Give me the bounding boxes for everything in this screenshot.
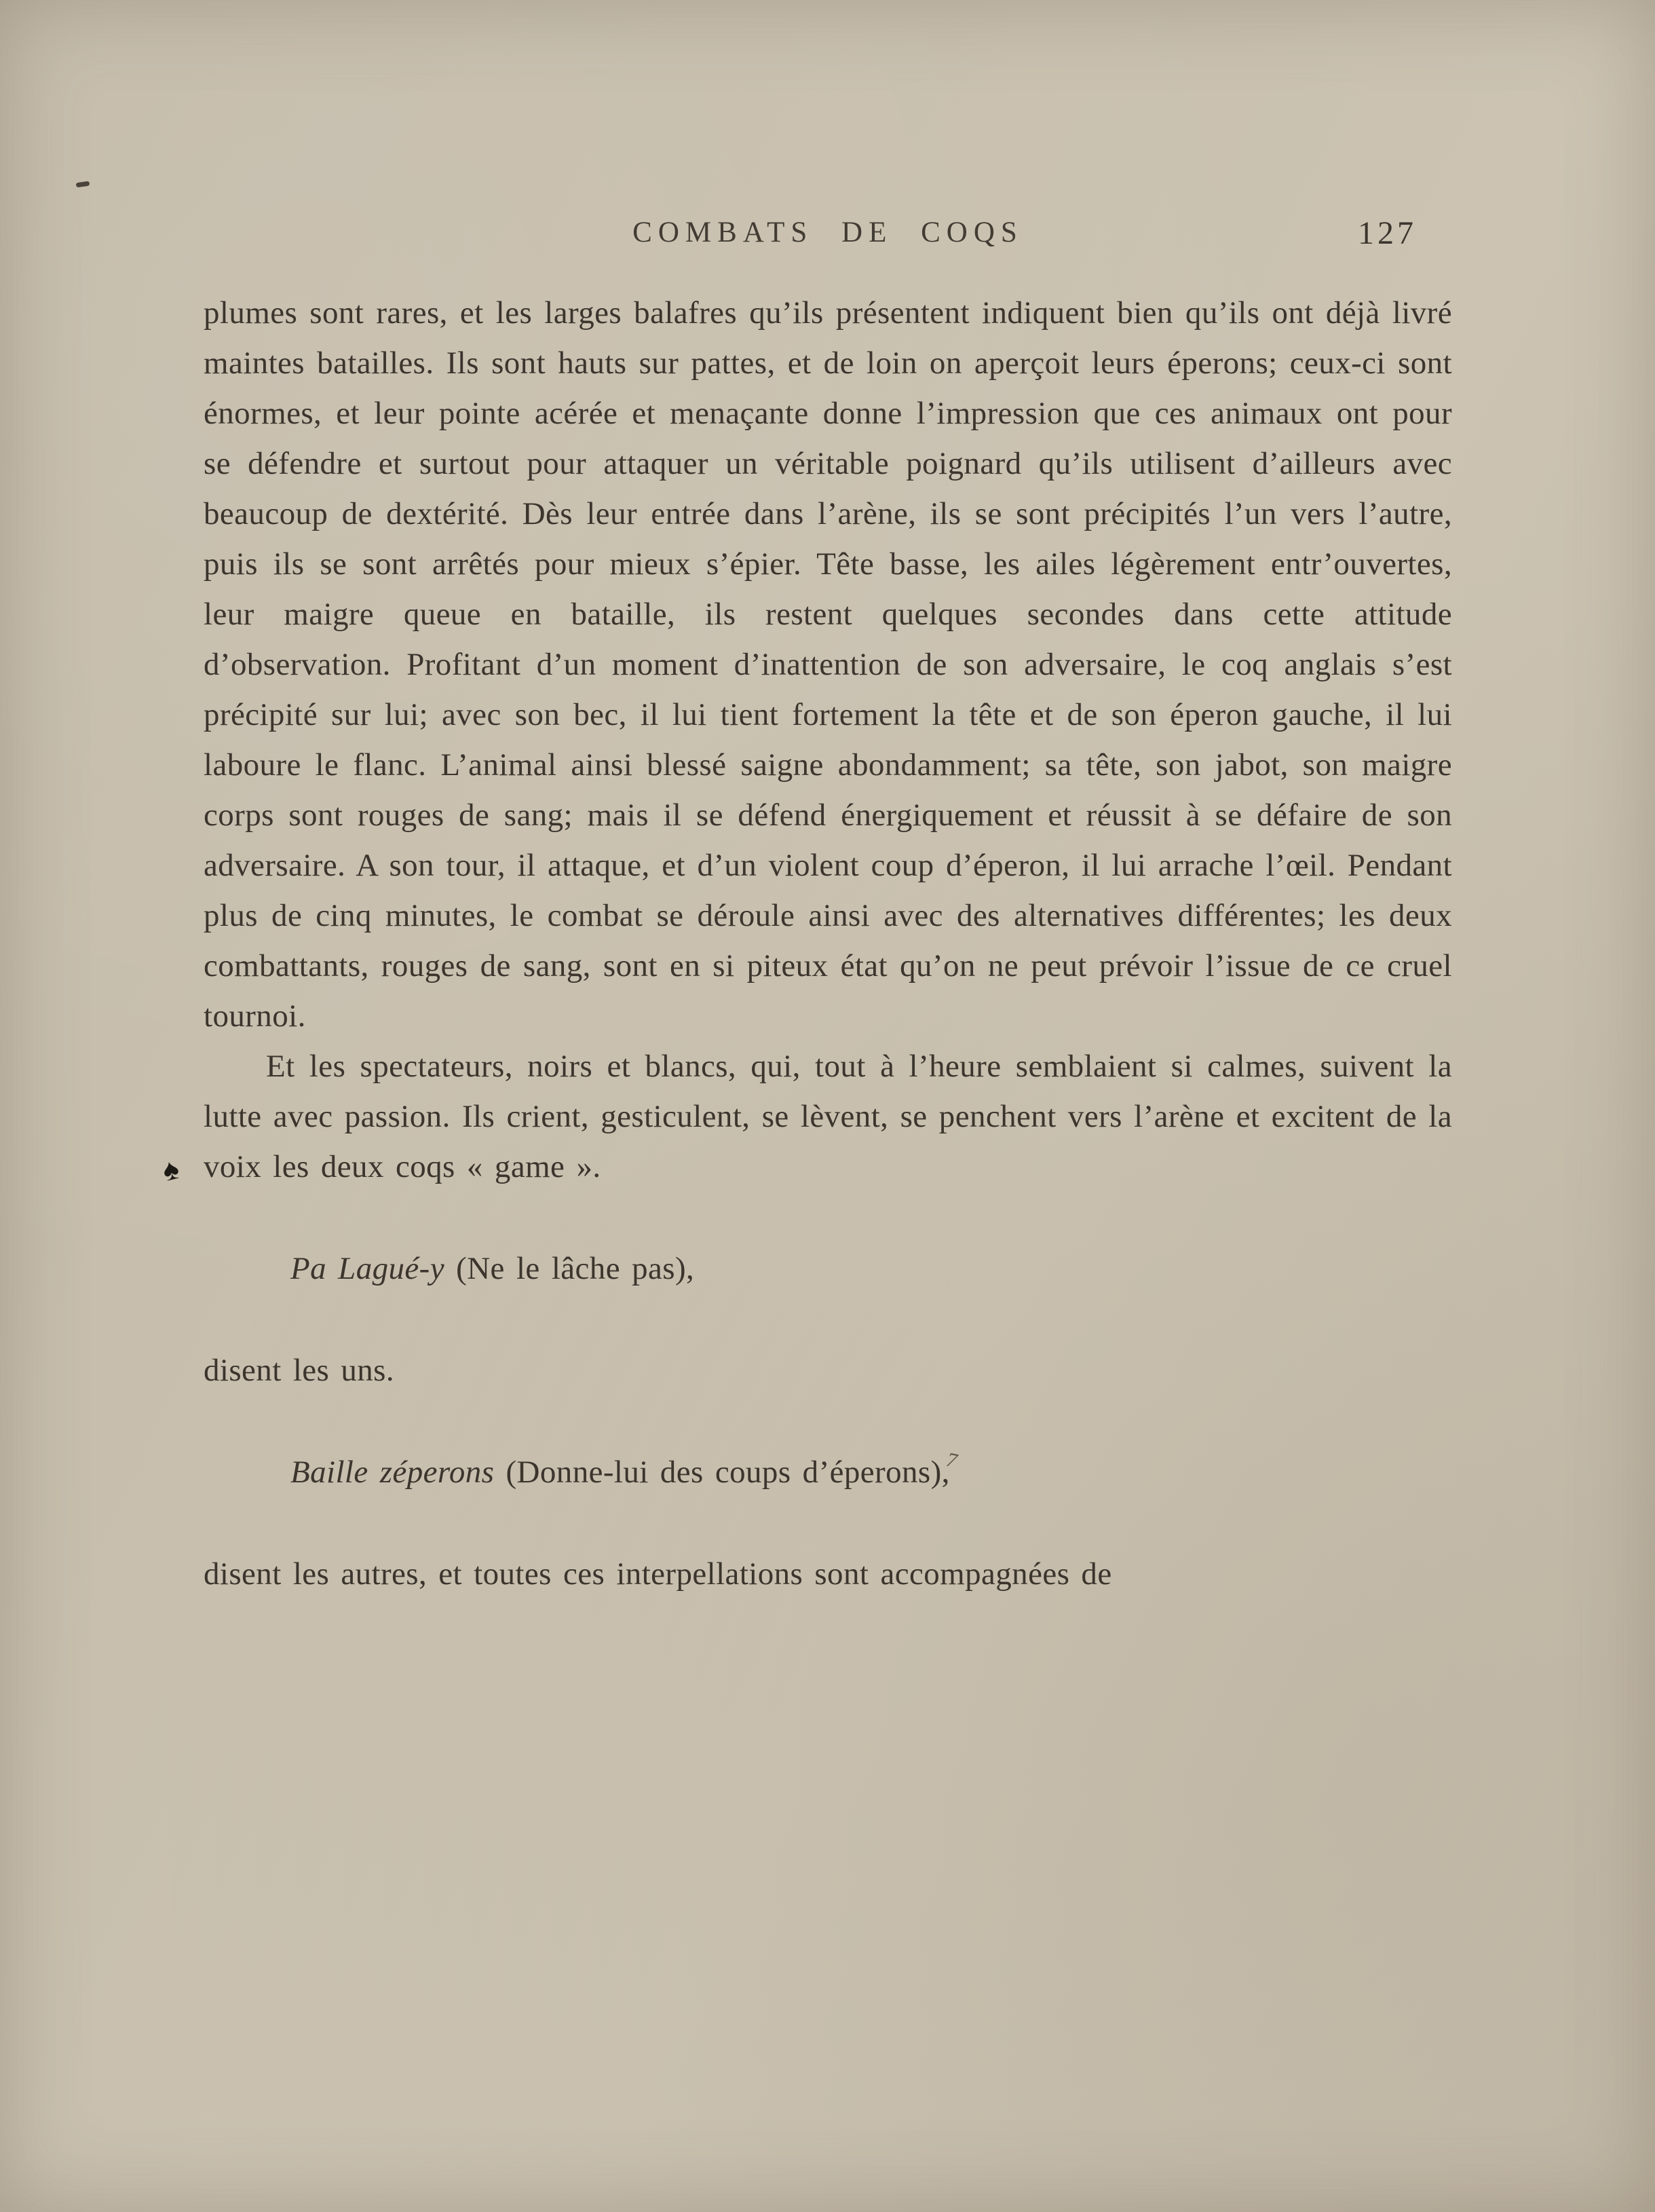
creole-quote-2 <box>290 1447 1452 1497</box>
text-block <box>204 288 1452 1599</box>
page-header <box>204 216 1452 263</box>
paragraph-1: plumes sont rares, et les larges balafres qu’ils présentent indiquent bien qu’ils ont déjà livré maintes batailles. Ils sont hauts sur pattes, et de loin on aperçoit leurs éperons; ceux-ci sont énormes, et leur pointe acérée et menaçante donne l’impression que ces animaux ont pour se défendre et surtout pour attaquer un véritable poignard qu’ils utilisent d’ailleurs avec beaucoup de dextérité. Dès leur entrée dans l’arène, ils se sont précipités l’un vers l’autre, puis ils se sont arrêtés pour mieux s’épier. Tête basse, les ailes légèrement entr’ouvertes, leur maigre queue en bataille, ils restent quelques secondes dans cette attitude d’observation. Profitant d’un moment d’inattention de son adversaire, le coq anglais s’est précipité sur lui; avec son bec, il lui tient fortement la tête et de son éperon gauche, il lui laboure le flanc. L’animal ainsi blessé saigne abondamment; sa tête, son jabot, son maigre corps sont rouges de sang; mais il se défend énergiquement et réussit à se défaire de son adversaire. A son tour, il attaque, et d’un violent coup d’éperon, il lui arrache l’œil. Pendant plus de cinq minutes, le combat se déroule ainsi avec des alternatives différentes; les deux combattants, rouges de sang, sont en si piteux état qu’on ne peut prévoir l’issue de ce cruel tournoi. <box>204 295 1452 1034</box>
margin-dash-mark <box>76 181 90 188</box>
creole-quote-1 <box>290 1243 1452 1294</box>
quote-2-translation: (Donne-lui des coups d’éperons), <box>506 1455 950 1490</box>
running-head: COMBATS DE COQS <box>632 217 1023 248</box>
ink-blot-mark: ♠ <box>159 1151 183 1188</box>
page-number: 127 <box>1358 215 1417 251</box>
paragraph-2: Et les spectateurs, noirs et blancs, qui, tout à l’heure semblaient si calmes, suivent la lutte avec passion. Ils crient, gesticulent, se lèvent, se penchent vers l’arène et excitent de la voix les deux coqs « game ». <box>204 1049 1452 1184</box>
quote-2-creole-text: Baille zéperons <box>290 1455 495 1490</box>
quote-1-creole-text: Pa Lagué-y <box>290 1251 444 1286</box>
speaker-line-1: disent les uns. <box>204 1353 395 1388</box>
stray-pen-mark: 7 <box>944 1448 959 1473</box>
quote-1-translation: (Ne le lâche pas), <box>456 1251 695 1286</box>
speaker-line-2: disent les autres, et toutes ces interpellations sont accompagnées de <box>204 1556 1112 1592</box>
